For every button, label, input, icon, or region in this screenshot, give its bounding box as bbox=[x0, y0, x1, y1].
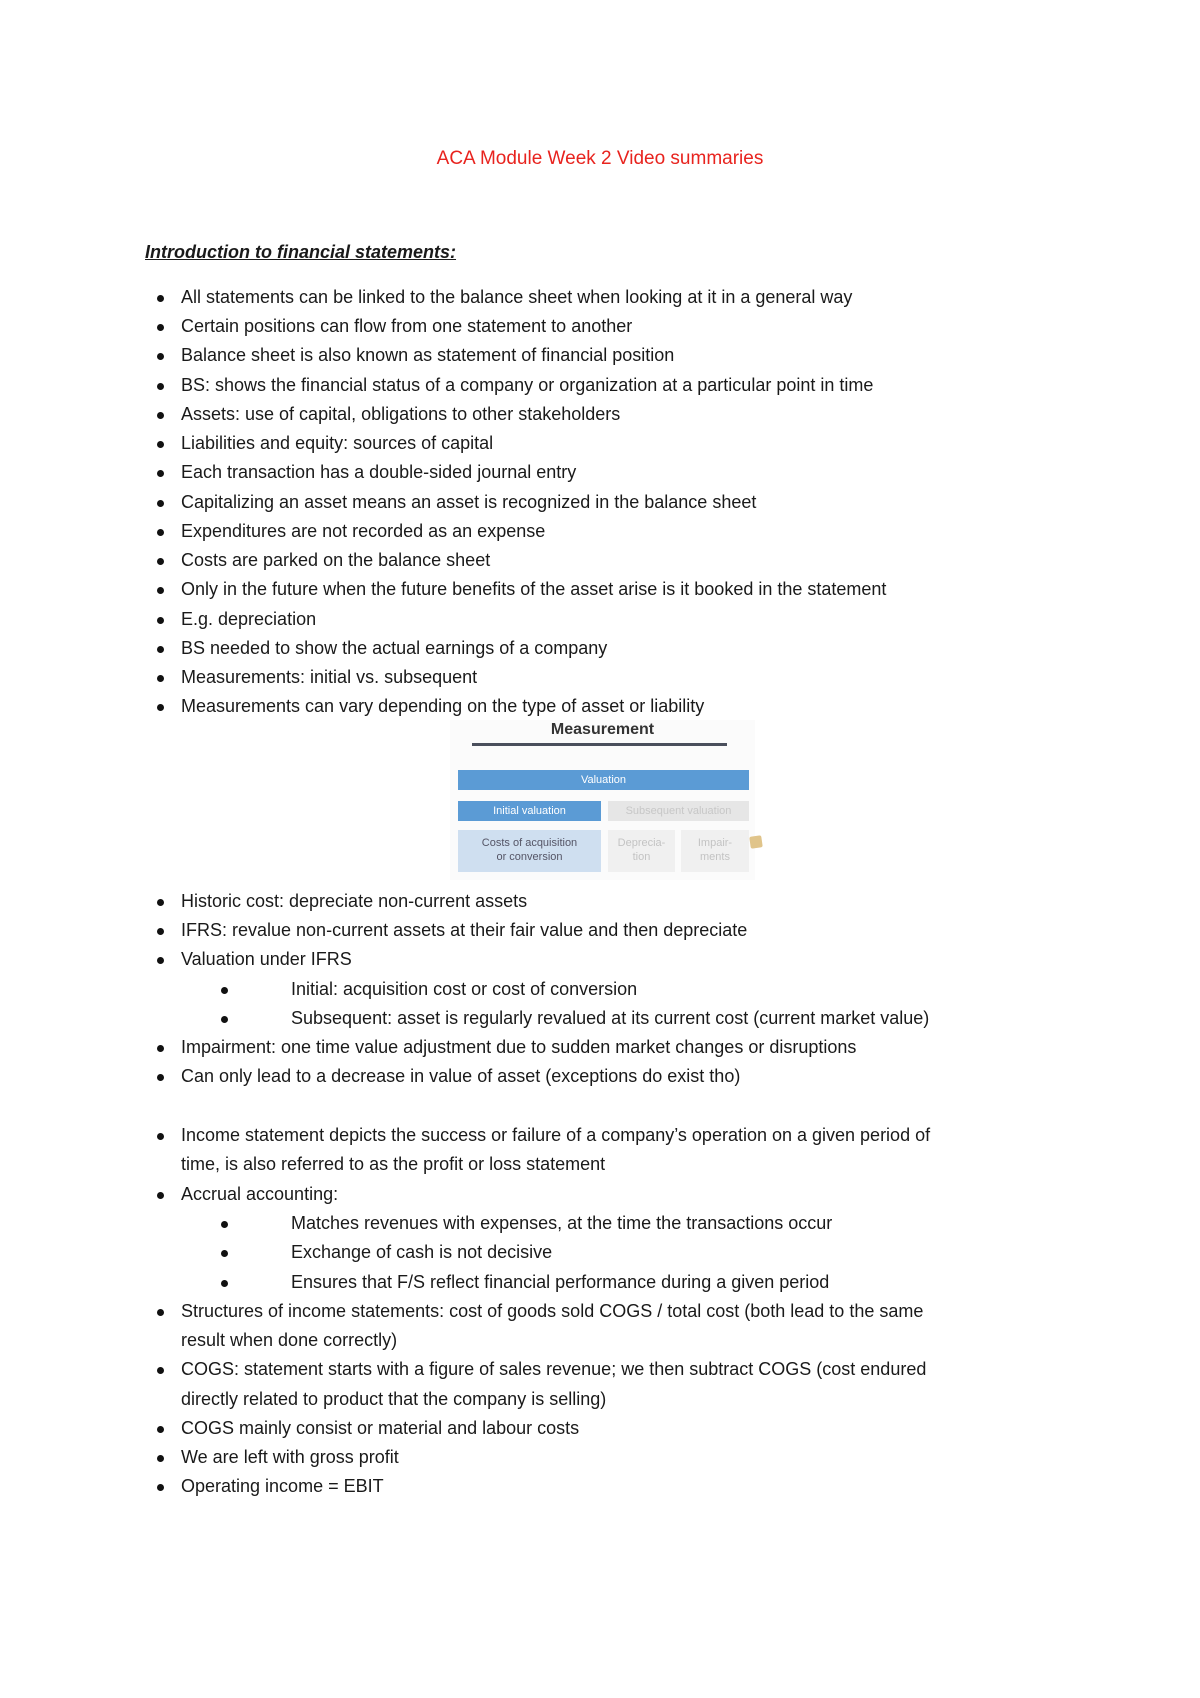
initial-valuation-box: Initial valuation bbox=[458, 801, 601, 821]
bullet-icon bbox=[157, 617, 164, 624]
bullet-icon bbox=[157, 957, 164, 964]
bullet-icon bbox=[157, 1455, 164, 1462]
hand-cursor-icon bbox=[749, 835, 763, 849]
list-item: All statements can be linked to the balance sheet when looking at it in a general way bbox=[181, 283, 852, 312]
bullet-icon bbox=[157, 1074, 164, 1081]
bullet-icon bbox=[157, 324, 164, 331]
bullet-icon bbox=[221, 1016, 228, 1023]
bullet-icon bbox=[157, 587, 164, 594]
bullet-icon bbox=[157, 1484, 164, 1491]
list-item: Ensures that F/S reflect financial performance during a given period bbox=[291, 1268, 829, 1297]
list-item: Matches revenues with expenses, at the time the transactions occur bbox=[291, 1209, 832, 1238]
list-item: IFRS: revalue non-current assets at their fair value and then depreciate bbox=[181, 916, 747, 945]
list-item: Liabilities and equity: sources of capital bbox=[181, 429, 493, 458]
diagram-divider bbox=[472, 743, 727, 746]
list-item: Measurements: initial vs. subsequent bbox=[181, 663, 477, 692]
list-item: Certain positions can flow from one statement to another bbox=[181, 312, 632, 341]
impairments-box: Impair- ments bbox=[681, 830, 749, 872]
bullet-icon bbox=[157, 928, 164, 935]
list-item: Balance sheet is also known as statement of financial position bbox=[181, 341, 674, 370]
list-item: COGS: statement starts with a figure of sales revenue; we then subtract COGS (cost endured bbox=[181, 1355, 926, 1384]
list-item: Assets: use of capital, obligations to other stakeholders bbox=[181, 400, 620, 429]
measurement-diagram bbox=[450, 720, 755, 880]
valuation-box: Valuation bbox=[458, 770, 749, 790]
bullet-icon bbox=[157, 295, 164, 302]
bullet-icon bbox=[157, 412, 164, 419]
list-item: Income statement depicts the success or failure of a company’s operation on a given period of bbox=[181, 1121, 930, 1150]
list-item-continuation: result when done correctly) bbox=[181, 1330, 398, 1350]
list-item: Operating income = EBIT bbox=[181, 1472, 384, 1501]
bullet-icon bbox=[221, 987, 228, 994]
bullet-icon bbox=[157, 500, 164, 507]
bullet-icon bbox=[157, 558, 164, 565]
bullet-icon bbox=[157, 1133, 164, 1140]
list-item-continuation: time, is also referred to as the profit or loss statement bbox=[181, 1154, 606, 1174]
list-item: COGS mainly consist or material and labour costs bbox=[181, 1414, 579, 1443]
subsequent-valuation-box: Subsequent valuation bbox=[608, 801, 749, 821]
list-item: Accrual accounting: bbox=[181, 1180, 338, 1209]
list-item: Exchange of cash is not decisive bbox=[291, 1238, 552, 1267]
document-title: ACA Module Week 2 Video summaries bbox=[436, 148, 764, 169]
list-item: Capitalizing an asset means an asset is recognized in the balance sheet bbox=[181, 488, 756, 517]
bullet-icon bbox=[157, 899, 164, 906]
bullet-icon bbox=[157, 1309, 164, 1316]
list-item: Structures of income statements: cost of goods sold COGS / total cost (both lead to the same bbox=[181, 1297, 923, 1326]
list-item: Initial: acquisition cost or cost of conversion bbox=[291, 975, 637, 1004]
list-item: Valuation under IFRS bbox=[181, 945, 352, 974]
bullet-icon bbox=[157, 704, 164, 711]
bullet-icon bbox=[157, 470, 164, 477]
list-item: BS: shows the financial status of a company or organization at a particular point in time bbox=[181, 371, 873, 400]
list-item: Costs are parked on the balance sheet bbox=[181, 546, 490, 575]
bullet-icon bbox=[221, 1280, 228, 1287]
list-item: We are left with gross profit bbox=[181, 1443, 399, 1472]
bullet-icon bbox=[157, 1192, 164, 1199]
list-item: Can only lead to a decrease in value of asset (exceptions do exist tho) bbox=[181, 1062, 740, 1091]
bullet-icon bbox=[157, 646, 164, 653]
section-heading: Introduction to financial statements: bbox=[145, 242, 457, 262]
bullet-icon bbox=[157, 1045, 164, 1052]
bullet-icon bbox=[157, 529, 164, 536]
list-item: Each transaction has a double-sided journal entry bbox=[181, 458, 576, 487]
bullet-icon bbox=[221, 1250, 228, 1257]
list-item: Only in the future when the future benefits of the asset arise is it booked in the statement bbox=[181, 575, 886, 604]
list-item: Impairment: one time value adjustment due to sudden market changes or disruptions bbox=[181, 1033, 856, 1062]
bullet-icon bbox=[157, 441, 164, 448]
list-item: Expenditures are not recorded as an expense bbox=[181, 517, 545, 546]
bullet-icon bbox=[221, 1221, 228, 1228]
bullet-icon bbox=[157, 675, 164, 682]
list-item: Subsequent: asset is regularly revalued at its current cost (current market value) bbox=[291, 1004, 929, 1033]
list-item-continuation: directly related to product that the company is selling) bbox=[181, 1389, 607, 1409]
diagram-title: Measurement bbox=[550, 721, 655, 738]
list-item: Historic cost: depreciate non-current assets bbox=[181, 887, 527, 916]
bullet-icon bbox=[157, 353, 164, 360]
bullet-icon bbox=[157, 1426, 164, 1433]
list-item: BS needed to show the actual earnings of a company bbox=[181, 634, 607, 663]
bullet-icon bbox=[157, 383, 164, 390]
bullet-icon bbox=[157, 1367, 164, 1374]
list-item: Measurements can vary depending on the type of asset or liability bbox=[181, 692, 704, 721]
list-item: E.g. depreciation bbox=[181, 605, 316, 634]
costs-box: Costs of acquisition or conversion bbox=[458, 830, 601, 872]
depreciation-box: Deprecia- tion bbox=[608, 830, 675, 872]
